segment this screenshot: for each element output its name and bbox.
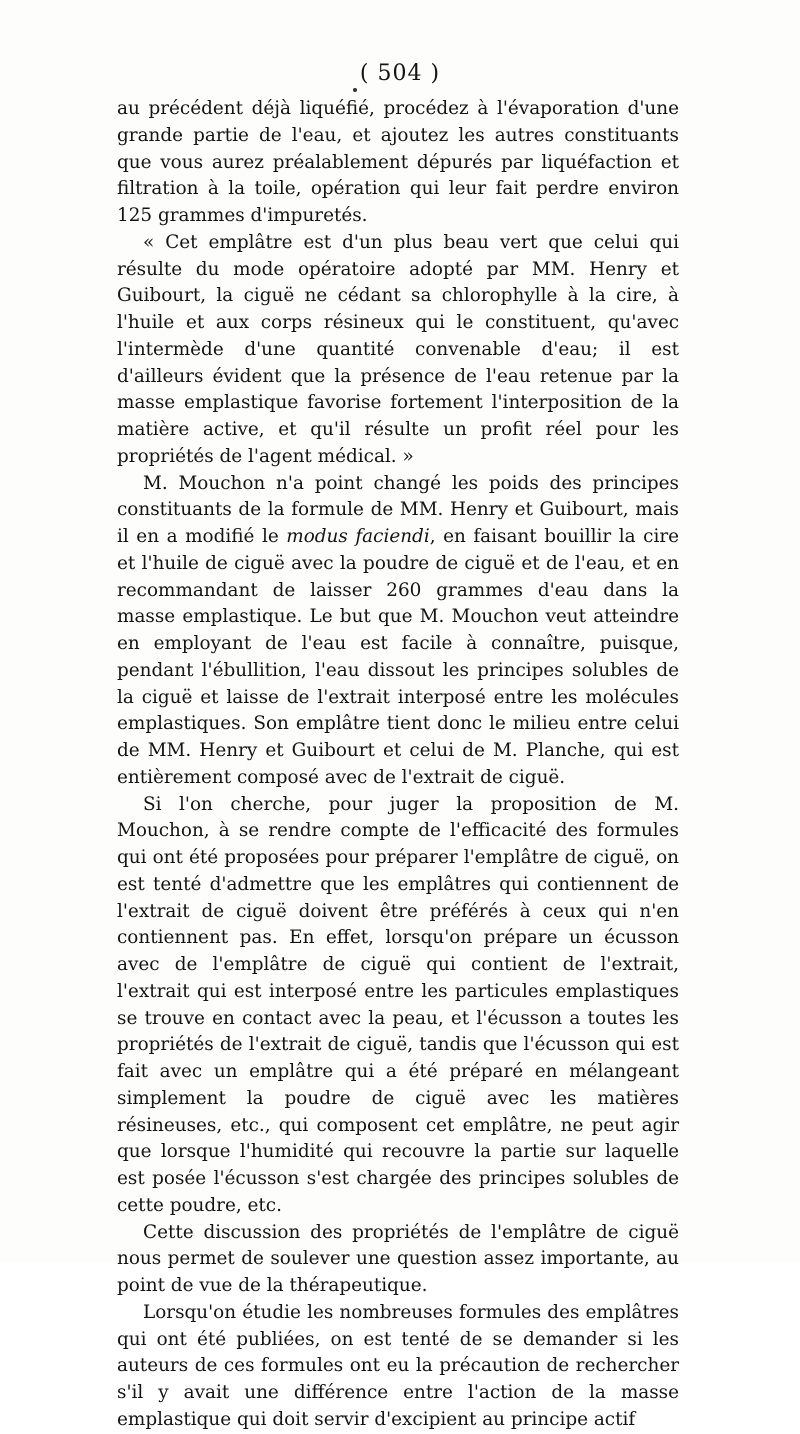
paragraph-3 (117, 471, 679, 792)
paragraph-2: « Cet emplâtre est d'un plus beau vert que celui qui résulte du mode opératoire adopté par MM. Henry et Guibourt, la ciguë ne cédant sa chlorophylle à la cire, à l'huile et aux corps résineux qui le constituent, qu'avec l'intermède d'une quantité convenable d'eau; il est d'ailleurs évident que la présence de l'eau retenue par la masse emplastique favorise fortement l'interposition de la matière active, et qu'il résulte un profit réel pour les propriétés de l'agent médical. » (117, 231, 679, 467)
body-text (117, 96, 679, 1434)
paragraph-4: Si l'on cherche, pour juger la proposition de M. Mouchon, à se rendre compte de l'efficacité des formules qui ont été proposées pour préparer l'emplâtre de ciguë, on est tenté d'admettre que les emplâtres qui contiennent de l'extrait de ciguë doivent être préférés à ceux qui n'en contiennent pas. En effet, lorsqu'on prépare un écusson avec de l'emplâtre de ciguë qui contient de l'extrait, l'extrait qui est interposé entre les particules emplastiques se trouve en contact avec la peau, et l'écusson a toutes les propriétés de l'extrait de ciguë, tandis que l'écusson qui est fait avec un emplâtre qui a été préparé en mélangeant simplement la poudre de ciguë avec les matières résineuses, etc., qui composent cet emplâtre, ne peut agir que lorsque l'humidité qui recouvre la partie sur laquelle est posée l'écusson s'est chargée des principes solubles de cette poudre, etc. (117, 793, 679, 1216)
paragraph-6: Lorsqu'on étudie les nombreuses formules des emplâtres qui ont été publiées, on est tenté de se demander si les auteurs de ces formules ont eu la précaution de rechercher s'il y avait une différence entre l'action de la masse emplastique qui doit servir d'excipient au principe actif (117, 1301, 679, 1430)
paragraph-5: Cette discussion des propriétés de l'emplâtre de ciguë nous permet de soulever une question assez importante, au point de vue de la thérapeutique. (117, 1221, 679, 1296)
paragraph-3-start: M. Mouchon n'a point changé les poids des principes constituants de la formule de MM. Henry et Guibourt, mais il en a modifié le (117, 472, 679, 547)
ink-speck (353, 88, 357, 92)
page-number: ( 504 ) (359, 61, 441, 86)
italic-phrase: modus faciendi (286, 526, 430, 547)
paragraph-1: au précédent déjà liquéfié, procédez à l'évaporation d'une grande partie de l'eau, et ajoutez les autres constituants que vous aurez préalablement dépurés par liquéfaction et filtration à la toile, opération qui leur fait perdre environ 125 grammes d'impuretés. (117, 98, 679, 226)
paragraph-3-end: , en faisant bouillir la cire et l'huile de ciguë avec la poudre de ciguë et de l'eau, et en recommandant de laisser 260 grammes d'eau dans la masse emplastique. Le but que M. Mouchon veut atteindre en employant de l'eau est facile à connaître, puisque, pendant l'ébullition, l'eau dissout les principes solubles de la ciguë et laisse de l'extrait interposé entre les molécules emplastiques. Son emplâtre tient donc le milieu entre celui de MM. Henry et Guibourt et celui de M. Planche, qui est entièrement composé avec de l'extrait de ciguë. (117, 526, 680, 788)
